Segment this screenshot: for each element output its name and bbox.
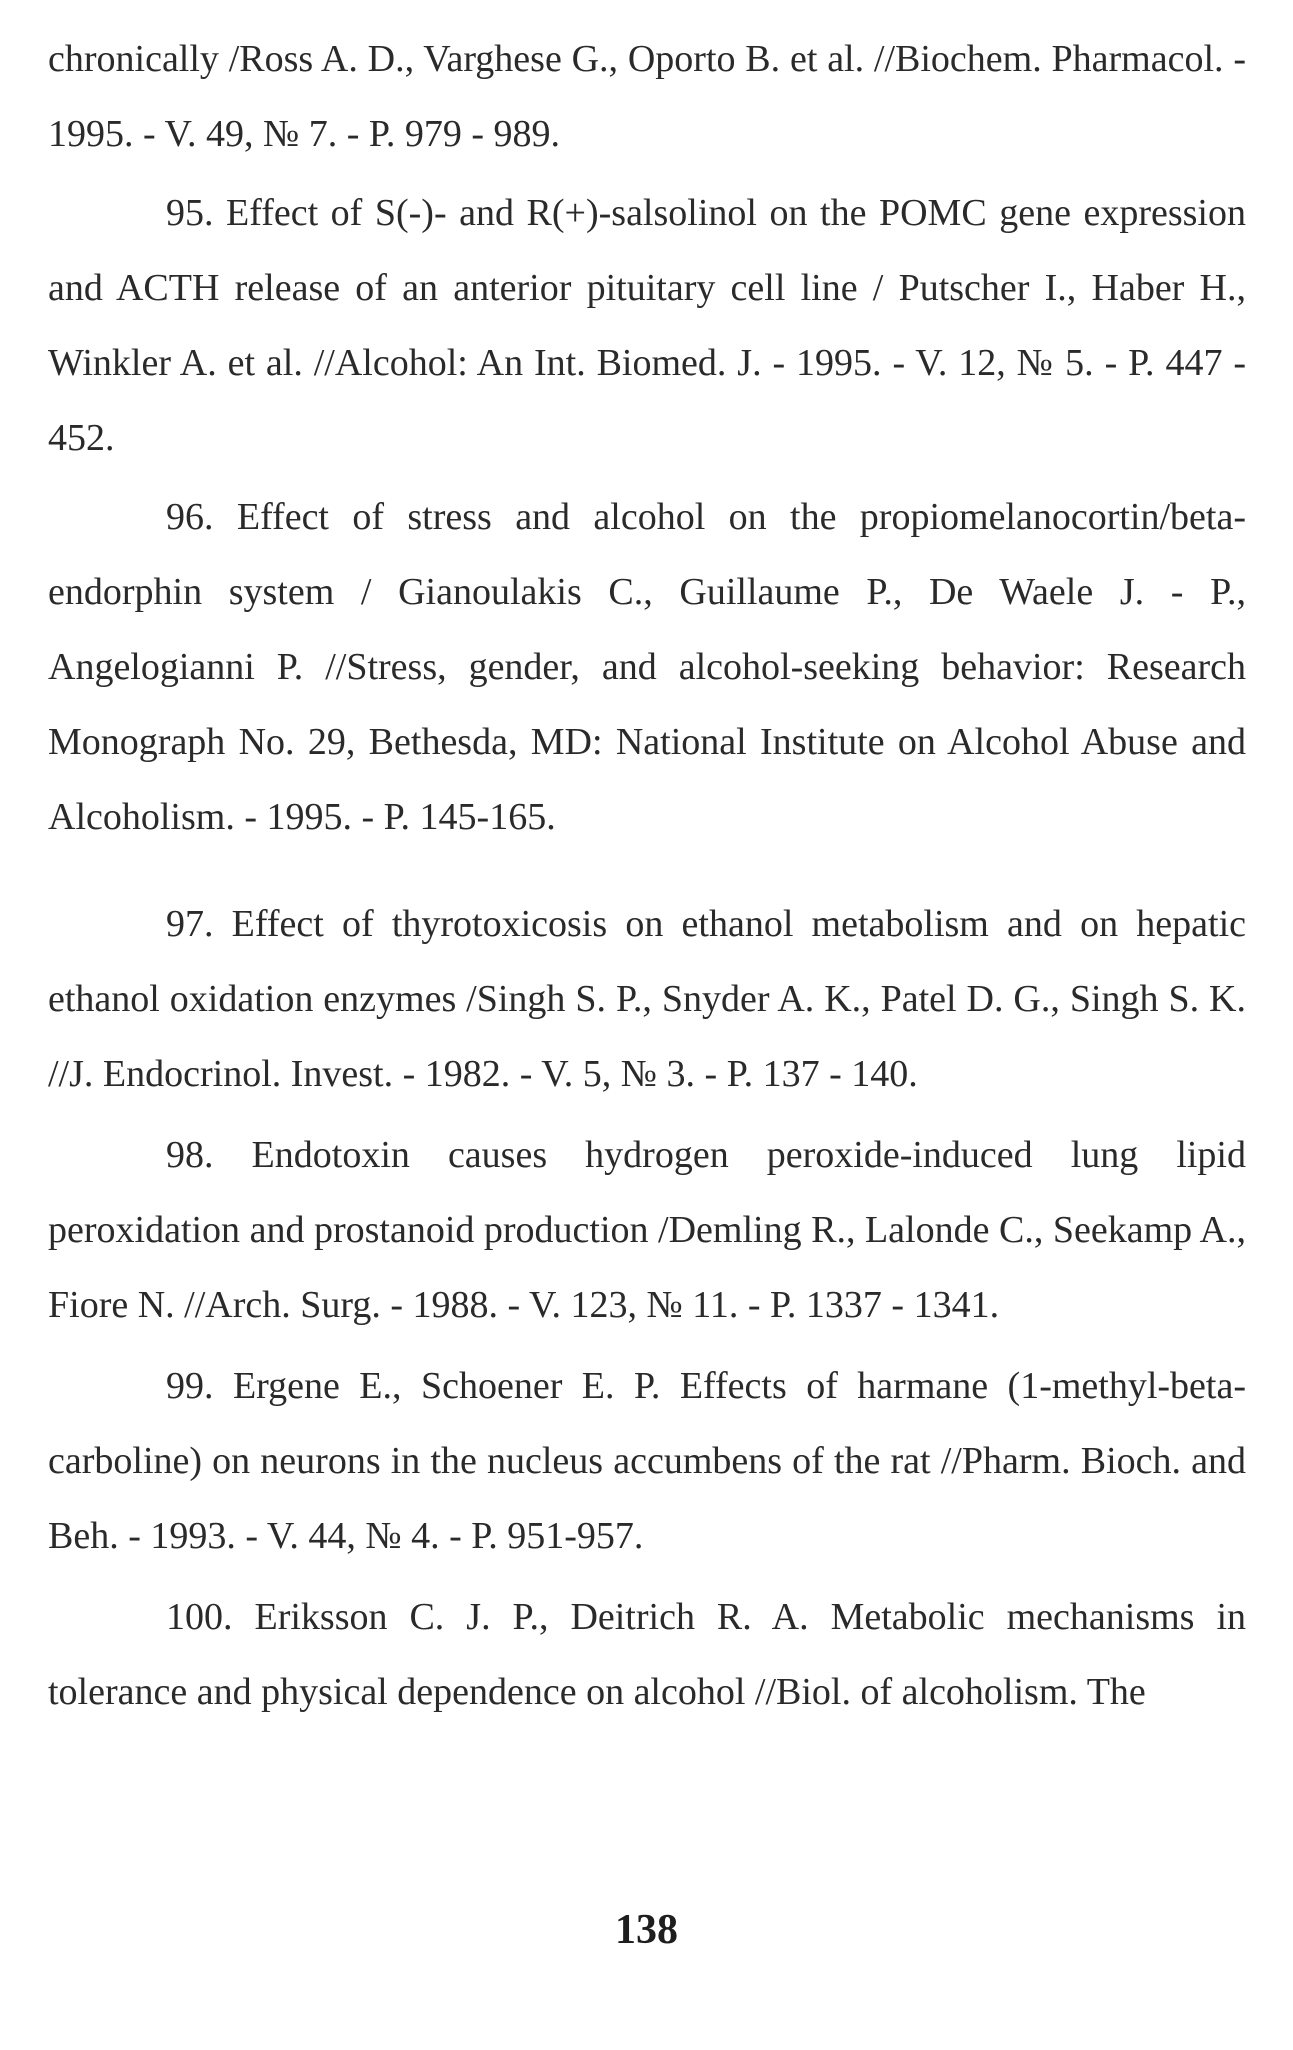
reference-continuation: chronically /Ross A. D., Varghese G., Oporto B. et al. //Biochem. Pharmacol. - 1995. - V. 49, № 7. - P. 979 - 989. xyxy=(48,38,1246,155)
page-number: 138 xyxy=(615,1907,678,1953)
reference-page xyxy=(48,22,1246,1730)
reference-98: 98. Endotoxin causes hydrogen peroxide-induced lung lipid peroxidation and prostanoid production /Demling R., Lalonde C., Seekamp A., Fiore N. //Arch. Surg. - 1988. - V. 123, № 11. - P. 1337 - 1341. xyxy=(48,1134,1246,1326)
reference-96: 96. Effect of stress and alcohol on the propiomelanocortin/beta-endorphin system / Gianoulakis C., Guillaume P., De Waele J. - P., Angelogianni P. //Stress, gender, and alcohol-seeking behavior: Research Monograph No. 29, Bethesda, MD: National Institute on Alcohol Abuse and Alcoholism. - 1995. - P. 145-165. xyxy=(48,496,1246,838)
reference-100: 100. Eriksson C. J. P., Deitrich R. A. Metabolic mechanisms in tolerance and physical dependence on alcohol //Biol. of alcoholism. The xyxy=(48,1596,1246,1713)
reference-99: 99. Ergene E., Schoener E. P. Effects of harmane (1-methyl-beta-carboline) on neurons in the nucleus accumbens of the rat //Pharm. Bioch. and Beh. - 1993. - V. 44, № 4. - P. 951-957. xyxy=(48,1365,1246,1557)
reference-95: 95. Effect of S(-)- and R(+)-salsolinol on the POMC gene expression and ACTH release of an anterior pituitary cell line / Putscher I., Haber H., Winkler A. et al. //Alcohol: An Int. Biomed. J. - 1995. - V. 12, № 5. - P. 447 - 452. xyxy=(48,192,1246,459)
reference-97: 97. Effect of thyrotoxicosis on ethanol metabolism and on hepatic ethanol oxidation enzymes /Singh S. P., Snyder A. K., Patel D. G., Singh S. K. //J. Endocrinol. Invest. - 1982. - V. 5, № 3. - P. 137 - 140. xyxy=(48,903,1246,1095)
